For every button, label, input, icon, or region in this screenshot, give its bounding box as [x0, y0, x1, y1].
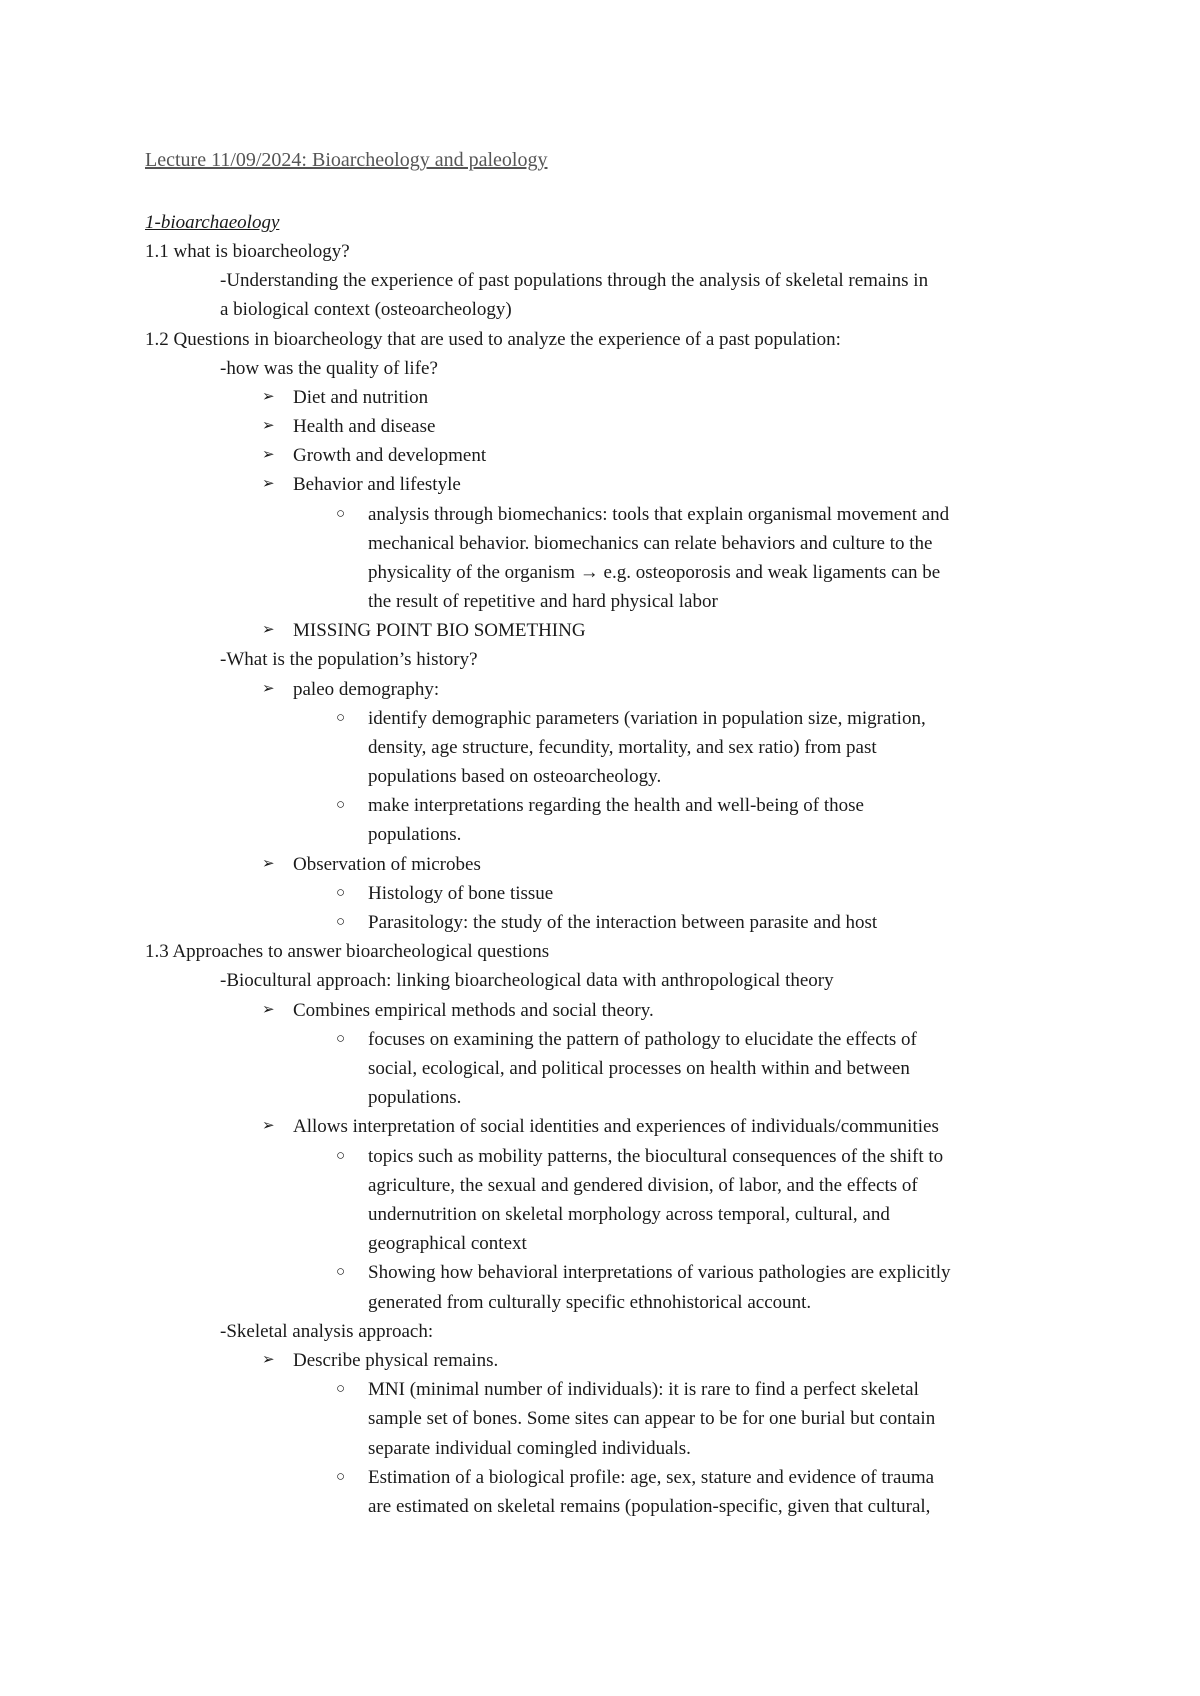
text-line: -Biocultural approach: linking bioarcheological data with anthropological theory	[220, 970, 834, 991]
circle-bullet-icon: ○	[336, 1031, 346, 1047]
arrow-bullet-icon: ➢	[262, 622, 275, 638]
text-line: Diet and nutrition	[293, 387, 429, 408]
arrow-bullet-icon: ➢	[262, 447, 275, 463]
text-line: sample set of bones. Some sites can appear to be for one burial but contain	[368, 1408, 936, 1429]
text-line: mechanical behavior. biomechanics can relate behaviors and culture to the	[368, 533, 933, 554]
circle-bullet-icon: ○	[336, 797, 346, 813]
text-line: undernutrition on skeletal morphology across temporal, cultural, and	[368, 1204, 890, 1225]
text-line: the result of repetitive and hard physical labor	[368, 591, 718, 612]
text-line: -how was the quality of life?	[220, 358, 438, 379]
text-line: populations.	[368, 824, 462, 845]
text-line: are estimated on skeletal remains (population-specific, given that cultural,	[368, 1496, 931, 1517]
text-line: Health and disease	[293, 416, 436, 437]
text-line: Parasitology: the study of the interaction between parasite and host	[368, 912, 878, 933]
arrow-bullet-icon: ➢	[262, 389, 275, 405]
text-line: generated from culturally specific ethnohistorical account.	[368, 1292, 812, 1313]
section-heading: 1-bioarchaeology	[145, 212, 280, 233]
text-line: Observation of microbes	[293, 854, 481, 875]
circle-bullet-icon: ○	[336, 1148, 346, 1164]
text-line: make interpretations regarding the health and well-being of those	[368, 795, 864, 816]
text-line: -Understanding the experience of past populations through the analysis of skeletal remains in	[220, 270, 929, 291]
arrow-bullet-icon: ➢	[262, 1352, 275, 1368]
arrow-bullet-icon: ➢	[262, 476, 275, 492]
circle-bullet-icon: ○	[336, 710, 346, 726]
text-line: social, ecological, and political processes on health within and between	[368, 1058, 910, 1079]
text-line: Allows interpretation of social identities and experiences of individuals/communities	[293, 1116, 939, 1137]
text-line: Combines empirical methods and social theory.	[293, 1000, 654, 1021]
text-line: density, age structure, fecundity, mortality, and sex ratio) from past	[368, 737, 877, 758]
text-line: populations.	[368, 1087, 462, 1108]
circle-bullet-icon: ○	[336, 1469, 346, 1485]
text-line: focuses on examining the pattern of pathology to elucidate the effects of	[368, 1029, 917, 1050]
text-line: -Skeletal analysis approach:	[220, 1321, 434, 1342]
arrow-bullet-icon: ➢	[262, 1002, 275, 1018]
arrow-bullet-icon: ➢	[262, 856, 275, 872]
arrow-bullet-icon: ➢	[262, 1118, 275, 1134]
text-line: Estimation of a biological profile: age, sex, stature and evidence of trauma	[368, 1467, 935, 1488]
text-line: identify demographic parameters (variation in population size, migration,	[368, 708, 926, 729]
text-line: paleo demography:	[293, 679, 440, 700]
text-line: -What is the population’s history?	[220, 649, 478, 670]
text-line: agriculture, the sexual and gendered division, of labor, and the effects of	[368, 1175, 918, 1196]
page-title: Lecture 11/09/2024: Bioarcheology and paleology	[145, 149, 548, 171]
text-line: physicality of the organism → e.g. osteoporosis and weak ligaments can be	[368, 562, 941, 583]
text-line: 1.2 Questions in bioarcheology that are used to analyze the experience of a past population:	[145, 329, 841, 350]
text-line: 1.1 what is bioarcheology?	[145, 241, 350, 262]
text-line: Describe physical remains.	[293, 1350, 499, 1371]
circle-bullet-icon: ○	[336, 1264, 346, 1280]
text-line: populations based on osteoarcheology.	[368, 766, 662, 787]
circle-bullet-icon: ○	[336, 885, 346, 901]
arrow-bullet-icon: ➢	[262, 418, 275, 434]
text-line: topics such as mobility patterns, the biocultural consequences of the shift to	[368, 1146, 944, 1167]
text-line: a biological context (osteoarcheology)	[220, 299, 512, 320]
circle-bullet-icon: ○	[336, 1381, 346, 1397]
arrow-bullet-icon: ➢	[262, 681, 275, 697]
text-line: Growth and development	[293, 445, 487, 466]
text-line: MISSING POINT BIO SOMETHING	[293, 620, 586, 641]
text-line: analysis through biomechanics: tools that explain organismal movement and	[368, 504, 950, 525]
circle-bullet-icon: ○	[336, 506, 346, 522]
text-line: Showing how behavioral interpretations of various pathologies are explicitly	[368, 1262, 951, 1283]
text-line: geographical context	[368, 1233, 527, 1254]
circle-bullet-icon: ○	[336, 914, 346, 930]
text-line: Histology of bone tissue	[368, 883, 554, 904]
text-line: Behavior and lifestyle	[293, 474, 461, 495]
text-line: MNI (minimal number of individuals): it is rare to find a perfect skeletal	[368, 1379, 919, 1400]
text-line: 1.3 Approaches to answer bioarcheological questions	[145, 941, 550, 962]
text-line: separate individual comingled individuals.	[368, 1438, 691, 1459]
